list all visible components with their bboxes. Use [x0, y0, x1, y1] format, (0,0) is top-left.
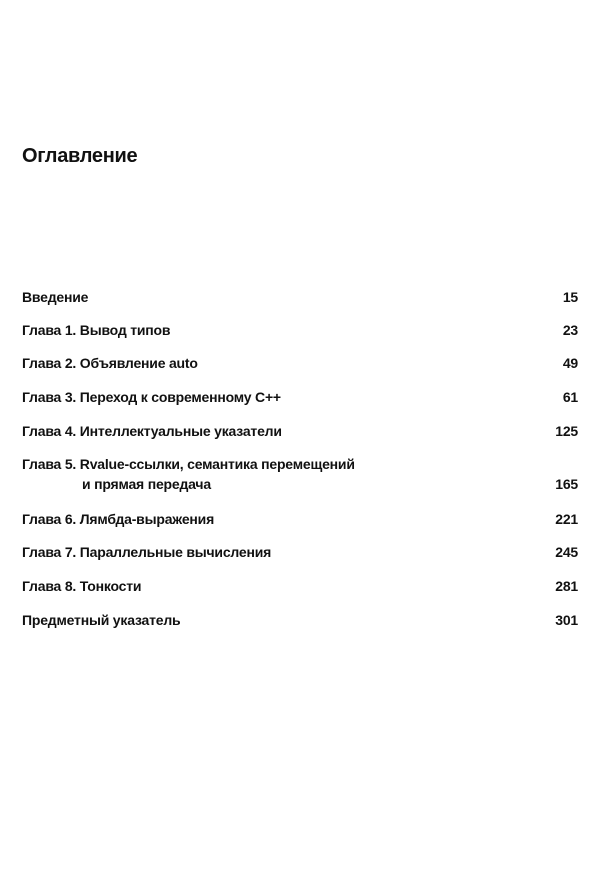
- page-title: Оглавление: [22, 145, 138, 167]
- toc-entry: [22, 542, 578, 562]
- toc-entry-label: Глава 6. Лямбда-выражения: [22, 511, 215, 527]
- toc-entry-page: 301: [555, 612, 578, 628]
- toc-entry-page: 61: [562, 389, 578, 405]
- toc-entry-page: 221: [555, 511, 578, 527]
- toc-entry: [22, 320, 578, 340]
- toc-entry: [22, 287, 578, 307]
- toc-entry-label: Глава 2. Объявление auto: [22, 355, 198, 371]
- toc-entry: [22, 353, 578, 373]
- toc-entry: [22, 454, 578, 494]
- toc-entry: [22, 576, 578, 596]
- toc-entry-page: 245: [555, 544, 578, 560]
- toc-entry-label: Глава 7. Параллельные вычисления: [22, 544, 272, 560]
- toc-entry-label: Глава 3. Переход к современному C++: [22, 389, 281, 405]
- toc-entry: [22, 610, 578, 630]
- toc-entry-page: 23: [562, 322, 578, 338]
- toc-entry-label: Глава 8. Тонкости: [22, 578, 142, 594]
- toc-entry-label: Предметный указатель: [22, 612, 181, 628]
- toc-entry-label-continuation: и прямая передача: [82, 476, 211, 492]
- toc-entry-label: Глава 5. Rvalue-ссылки, семантика перемещений: [22, 456, 355, 472]
- toc-entry: [22, 421, 578, 441]
- toc-entry-page: 281: [555, 578, 578, 594]
- toc-entry-page: 15: [562, 289, 578, 305]
- toc-entry: [22, 387, 578, 407]
- toc-entry-page: 125: [555, 423, 578, 439]
- toc-entry-page: 165: [555, 476, 578, 492]
- table-of-contents: [22, 287, 578, 628]
- toc-entry-page: 49: [562, 355, 578, 371]
- toc-entry-label: Глава 4. Интеллектуальные указатели: [22, 423, 282, 439]
- toc-entry: [22, 509, 578, 529]
- toc-entry-label: Введение: [22, 289, 89, 305]
- toc-entry-label: Глава 1. Вывод типов: [22, 322, 171, 338]
